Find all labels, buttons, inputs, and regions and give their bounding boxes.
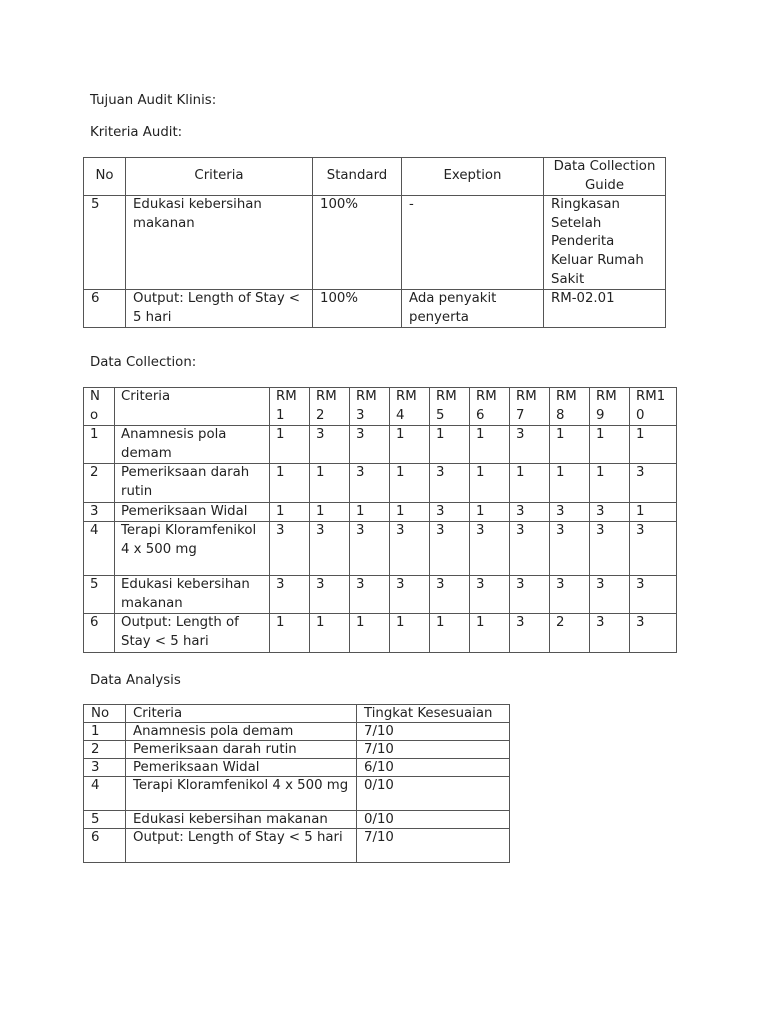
table-row [84,464,677,502]
header-cell: RM 8 [550,388,590,426]
cell-criteria: Anamnesis pola demam [115,426,270,464]
table-row [84,290,666,328]
cell-criteria: Pemeriksaan Widal [115,502,270,522]
cell-rm-score: 1 [350,614,390,652]
cell-no: 1 [84,426,115,464]
cell-rm-score: 3 [630,614,677,652]
table-row [84,723,510,741]
table-row [84,811,510,829]
cell-rm-score: 3 [310,576,350,614]
header-cell: RM 3 [350,388,390,426]
cell-rm-score: 2 [550,614,590,652]
cell-rm-score: 3 [510,502,550,522]
criteria-table [83,157,666,328]
cell-rm-score: 3 [350,426,390,464]
cell-no: 4 [84,522,115,576]
header-cell: RM10 [630,388,677,426]
header-cell: RM 6 [470,388,510,426]
table-row [84,741,510,759]
cell-rm-score: 1 [270,464,310,502]
header-cell: RM 4 [390,388,430,426]
cell-rm-score: 3 [390,522,430,576]
cell-rm-score: 1 [310,502,350,522]
cell-rm-score: 3 [590,502,630,522]
cell-rm-score: 3 [510,576,550,614]
table-header-row [84,705,510,723]
heading-data-analysis: Data Analysis [90,673,181,688]
cell-rm-score: 1 [270,426,310,464]
cell-rm-score: 1 [270,502,310,522]
cell-rm-score: 3 [550,522,590,576]
cell-rm-score: 1 [430,426,470,464]
header-cell: RM 5 [430,388,470,426]
cell-criteria: Output: Length of Stay < 5 hari [126,290,313,328]
cell-level: 0/10 [357,811,510,829]
cell-rm-score: 1 [590,464,630,502]
cell-rm-score: 3 [350,522,390,576]
header-cell: RM 1 [270,388,310,426]
cell-criteria: Edukasi kebersihan makanan [126,196,313,290]
cell-criteria: Pemeriksaan darah rutin [115,464,270,502]
cell-rm-score: 3 [590,522,630,576]
cell-no: 3 [84,502,115,522]
header-cell: RM 7 [510,388,550,426]
header-cell: Standard [313,158,402,196]
cell-rm-score: 1 [430,614,470,652]
cell-level: 7/10 [357,741,510,759]
header-cell: Criteria [126,158,313,196]
cell-rm-score: 3 [430,464,470,502]
cell-criteria: Output: Length of Stay < 5 hari [126,829,357,863]
cell-rm-score: 3 [310,522,350,576]
cell-guide: Ringkasan Setelah Penderita Keluar Rumah Sakit [544,196,666,290]
header-cell: No [84,705,126,723]
data-analysis-table [83,704,510,863]
cell-rm-score: 1 [630,502,677,522]
header-cell: No [84,158,126,196]
table-row [84,502,677,522]
cell-rm-score: 1 [470,614,510,652]
table-row [84,614,677,652]
cell-criteria: Edukasi kebersihan makanan [115,576,270,614]
cell-rm-score: 3 [310,426,350,464]
cell-level: 7/10 [357,723,510,741]
header-cell: RM 2 [310,388,350,426]
cell-no: 3 [84,759,126,777]
cell-no: 5 [84,576,115,614]
cell-level: 7/10 [357,829,510,863]
cell-exeption: - [402,196,544,290]
heading-tujuan: Tujuan Audit Klinis: [90,93,217,108]
cell-no: 4 [84,777,126,811]
cell-standard: 100% [313,290,402,328]
table-row [84,426,677,464]
cell-no: 2 [84,464,115,502]
cell-rm-score: 1 [470,426,510,464]
header-cell: RM 9 [590,388,630,426]
cell-rm-score: 3 [590,576,630,614]
cell-standard: 100% [313,196,402,290]
heading-data-collection: Data Collection: [90,355,197,370]
cell-rm-score: 3 [350,576,390,614]
cell-rm-score: 1 [470,464,510,502]
cell-rm-score: 3 [590,614,630,652]
cell-rm-score: 1 [390,464,430,502]
table-row [84,759,510,777]
cell-rm-score: 1 [470,502,510,522]
cell-rm-score: 3 [390,576,430,614]
cell-criteria: Terapi Kloramfenikol 4 x 500 mg [115,522,270,576]
cell-criteria: Terapi Kloramfenikol 4 x 500 mg [126,777,357,811]
header-cell: Exeption [402,158,544,196]
cell-level: 0/10 [357,777,510,811]
cell-criteria: Edukasi kebersihan makanan [126,811,357,829]
cell-rm-score: 1 [310,464,350,502]
cell-criteria: Pemeriksaan Widal [126,759,357,777]
header-cell: Criteria [115,388,270,426]
cell-criteria: Anamnesis pola demam [126,723,357,741]
cell-rm-score: 3 [510,614,550,652]
cell-rm-score: 1 [590,426,630,464]
cell-rm-score: 3 [630,576,677,614]
cell-rm-score: 3 [470,522,510,576]
header-cell: Tingkat Kesesuaian [357,705,510,723]
table-row [84,777,510,811]
cell-criteria: Output: Length of Stay < 5 hari [115,614,270,652]
cell-rm-score: 3 [510,426,550,464]
cell-no: 5 [84,811,126,829]
cell-rm-score: 3 [430,576,470,614]
cell-no: 6 [84,614,115,652]
cell-exeption: Ada penyakit penyerta [402,290,544,328]
cell-rm-score: 3 [630,522,677,576]
header-cell: Criteria [126,705,357,723]
header-cell: No [84,388,115,426]
cell-rm-score: 1 [510,464,550,502]
table-header-row [84,388,677,426]
heading-kriteria: Kriteria Audit: [90,125,183,140]
cell-no: 6 [84,829,126,863]
table-row [84,196,666,290]
cell-guide: RM-02.01 [544,290,666,328]
cell-rm-score: 1 [390,426,430,464]
cell-rm-score: 1 [630,426,677,464]
cell-criteria: Pemeriksaan darah rutin [126,741,357,759]
cell-rm-score: 1 [390,502,430,522]
cell-rm-score: 3 [550,502,590,522]
cell-no: 5 [84,196,126,290]
cell-rm-score: 1 [550,426,590,464]
cell-rm-score: 3 [470,576,510,614]
cell-rm-score: 3 [270,576,310,614]
cell-rm-score: 3 [510,522,550,576]
table-row [84,576,677,614]
table-row [84,829,510,863]
cell-rm-score: 3 [430,522,470,576]
cell-level: 6/10 [357,759,510,777]
cell-rm-score: 1 [550,464,590,502]
cell-rm-score: 1 [310,614,350,652]
cell-rm-score: 3 [430,502,470,522]
cell-no: 6 [84,290,126,328]
cell-rm-score: 1 [350,502,390,522]
cell-no: 2 [84,741,126,759]
cell-rm-score: 3 [550,576,590,614]
table-header-row [84,158,666,196]
table-row [84,522,677,576]
data-collection-table [83,387,677,653]
cell-rm-score: 3 [630,464,677,502]
cell-rm-score: 1 [270,614,310,652]
cell-rm-score: 3 [270,522,310,576]
cell-rm-score: 1 [390,614,430,652]
cell-no: 1 [84,723,126,741]
cell-rm-score: 3 [350,464,390,502]
header-cell: Data Collection Guide [544,158,666,196]
